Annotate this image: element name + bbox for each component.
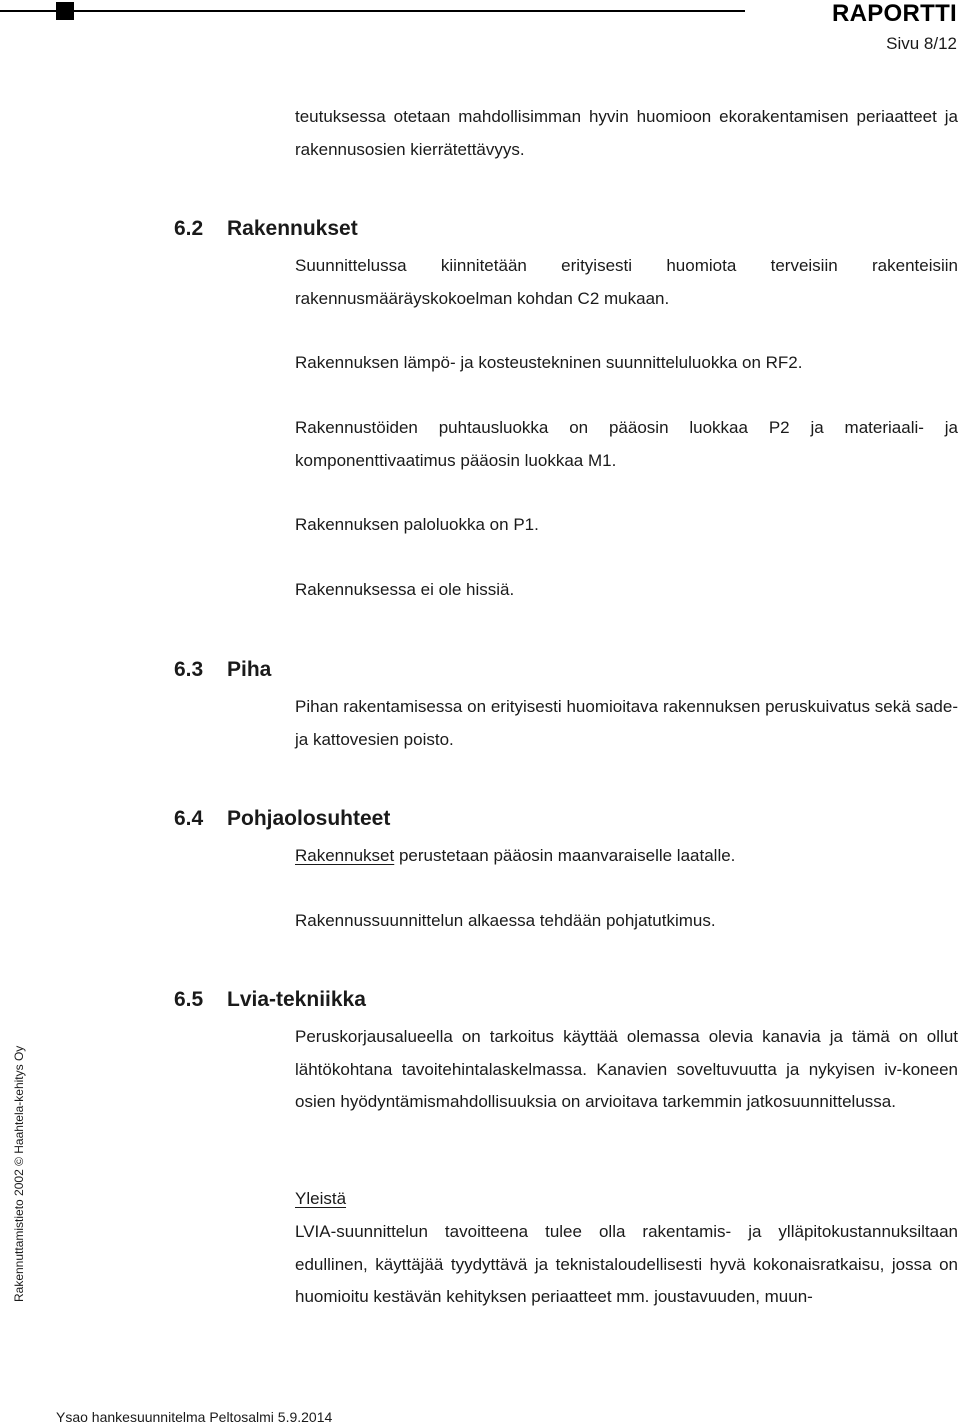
section-title: Lvia-tekniikka [227,988,366,1011]
underlined-term: Rakennukset [295,846,395,865]
subheading-yleista: Yleistä [295,1189,347,1208]
intro-paragraph: teutuksessa otetaan mahdollisimman hyvin huomioon ekorakentamisen periaatteet ja rakennusosien kierrätettävyys. [295,107,958,159]
document-type-title: RAPORTTI [831,0,957,27]
section-heading-6-3 [174,658,271,682]
paragraph-puhtausluokka: Rakennustöiden puhtausluokka on pääosin luokkaa P2 ja materiaali- ja komponenttivaatimus pääosin luokkaa M1. [295,418,958,470]
page-number: Sivu 8/12 [886,34,957,53]
section-number: 6.3 [174,658,204,681]
paragraph-kanavat: Peruskorjausalueella on tarkoitus käyttää olemassa olevia kanavia ja tämä on ollut lähtökohtana tavoitehintalaskelmassa. Kanavien soveltuvuutta ja nykyisen iv-koneen osien hyödyntämismahdollisuuksia on arvioitava tarkemmin jatkosuunnittelussa. [295,1027,958,1111]
paragraph-lvia-tavoite: LVIA-suunnittelun tavoitteena tulee olla rakentamis- ja ylläpitokustannuksiltaan edullinen, käyttäjää tyydyttävä ja teknistaloudellisesti hyvä kokonaisratkaisu, jossa on huomioitu kestävän kehityksen periaatteet mm. joustavuuden, muun- [295,1222,958,1306]
paragraph-rest: perustetaan pääosin maanvaraiselle laatalle. [394,846,736,865]
paragraph-rf2: Rakennuksen lämpö- ja kosteustekninen suunnitteluluokka on RF2. [295,353,803,372]
paragraph-perustus [295,840,958,873]
paragraph-terveiset-rakenteet: Suunnittelussa kiinnitetään erityisesti huomiota terveisiin rakenteisiin rakennusmääräyskokoelman kohdan C2 mukaan. [295,256,958,308]
footer-document-name: Ysao hankesuunnitelma Peltosalmi 5.9.2014 [56,1409,333,1425]
section-number: 6.4 [174,807,204,830]
section-heading-6-5 [174,988,366,1012]
vertical-copyright-note: Rakennuttamistieto 2002 © Haahtela-kehitys Oy [12,1045,26,1302]
section-number: 6.5 [174,988,204,1011]
section-title: Pohjaolosuhteet [227,807,391,830]
paragraph-piha: Pihan rakentamisessa on erityisesti huomioitava rakennuksen peruskuivatus sekä sade- ja kattovesien poisto. [295,697,958,749]
section-title: Rakennukset [227,217,358,240]
section-heading-6-2 [174,217,358,241]
header-rule [0,10,745,12]
section-heading-6-4 [174,807,390,831]
paragraph-paloluokka: Rakennuksen paloluokka on P1. [295,515,539,534]
section-title: Piha [227,658,272,681]
paragraph-pohjatutkimus: Rakennussuunnittelun alkaessa tehdään pohjatutkimus. [295,911,716,930]
section-number: 6.2 [174,217,204,240]
paragraph-hissi: Rakennuksessa ei ole hissiä. [295,580,515,599]
